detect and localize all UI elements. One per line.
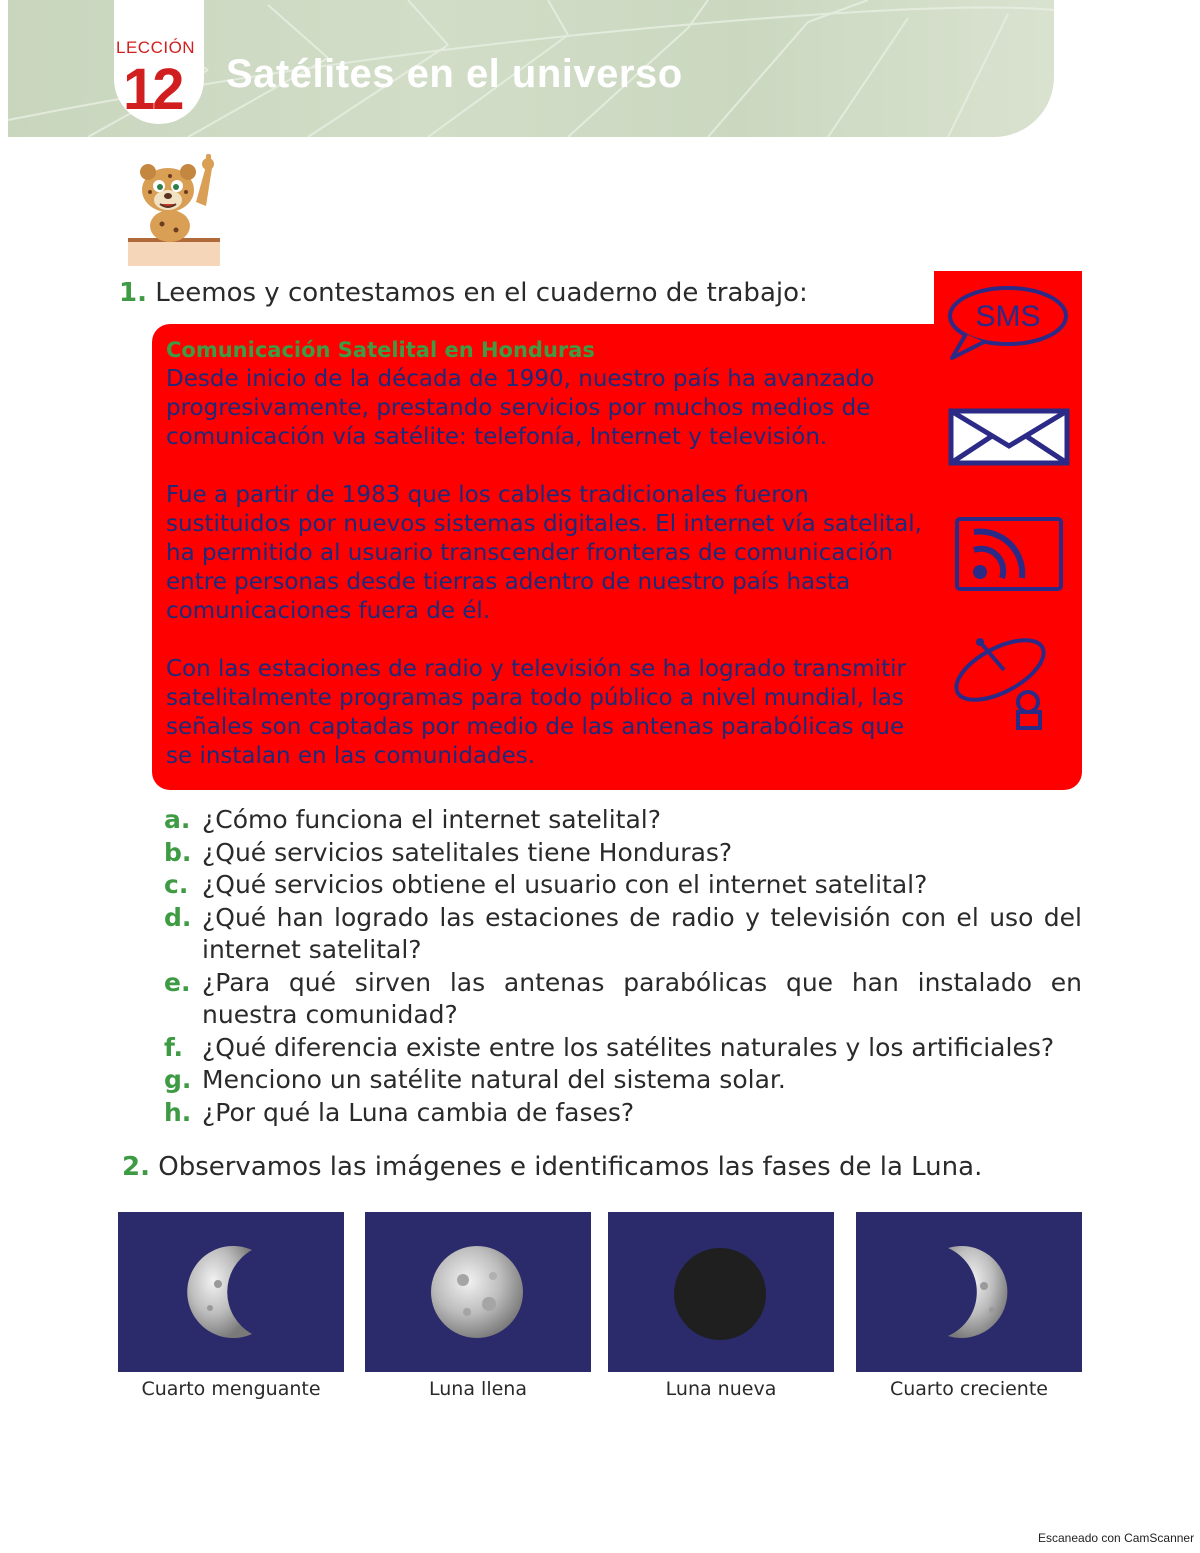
task-1-number: 1. xyxy=(119,278,147,308)
question-letter: g. xyxy=(164,1065,192,1094)
reading-title: Comunicación Satelital en Honduras xyxy=(166,338,595,362)
question-text: ¿Qué servicios satelitales tiene Honduras? xyxy=(202,837,733,867)
scanner-watermark: Escaneado con CamScanner xyxy=(1038,1531,1195,1545)
reading-paragraph: Con las estaciones de radio y televisión se ha logrado transmitir satelitalmente programas para todo público a nivel mundial, las señales son captadas por medio de las antenas parabólicas que se instalan en las comunidades. xyxy=(166,656,906,769)
moon-phase-caption: Luna llena xyxy=(429,1378,527,1400)
reading-content xyxy=(166,336,936,800)
waxing-moon-icon xyxy=(856,1212,1082,1372)
waning-moon-icon xyxy=(118,1212,344,1372)
task-1-instruction xyxy=(119,278,808,308)
satellite-dish-icon xyxy=(950,636,1054,732)
sms-bubble-icon xyxy=(944,284,1072,362)
task-2-instruction xyxy=(122,1152,982,1182)
jaguar-mascot-icon xyxy=(126,152,222,266)
question-text: ¿Qué diferencia existe entre los satélites naturales y los artificiales? xyxy=(202,1032,1055,1062)
envelope-icon xyxy=(948,408,1070,466)
reading-paragraph: Desde inicio de la década de 1990, nuestro país ha avanzado progresivamente, prestando servicios por muchos medios de comunicación vía satélite: telefonía, Internet y televisión. xyxy=(166,366,875,450)
question-list xyxy=(164,804,1082,1129)
task-2-number: 2. xyxy=(122,1152,150,1182)
question-item xyxy=(164,804,1082,837)
moon-phase-image-waning xyxy=(118,1212,344,1372)
rss-feed-icon xyxy=(954,516,1064,592)
question-item xyxy=(164,967,1082,1032)
moon-phase-caption: Luna nueva xyxy=(665,1378,777,1400)
question-text: Menciono un satélite natural del sistema solar. xyxy=(202,1065,786,1094)
question-letter: f. xyxy=(164,1032,184,1062)
reading-paragraph: Fue a partir de 1983 que los cables tradicionales fueron sustituidos por nuevos sistemas digitales. El internet vía satelital, ha permitido al usuario transcender fronteras de comunicación entre personas desde tierras adentro de nuestro país hasta comunicaciones fuera de él. xyxy=(166,482,922,624)
moon-phase-image-new xyxy=(608,1212,834,1372)
question-text: ¿Qué servicios obtiene el usuario con el internet satelital? xyxy=(202,870,928,899)
lesson-number: 12 xyxy=(123,57,182,122)
question-letter: c. xyxy=(164,870,189,899)
moon-phase-caption: Cuarto creciente xyxy=(889,1378,1048,1400)
new-moon-icon xyxy=(608,1212,834,1372)
question-letter: b. xyxy=(164,837,192,867)
moon-phase-image-full xyxy=(365,1212,591,1372)
moon-phase-caption: Cuarto menguante xyxy=(141,1378,321,1400)
question-item xyxy=(164,1097,1082,1130)
lesson-label: LECCIÓN xyxy=(116,38,196,57)
question-item xyxy=(164,837,1082,870)
full-moon-icon xyxy=(365,1212,591,1372)
question-text: ¿Qué han logrado las estaciones de radio y televisión con el uso del internet satelital? xyxy=(202,902,1082,964)
question-item xyxy=(164,902,1082,967)
page-title: Satélites en el universo xyxy=(226,52,683,96)
task-2-text: Observamos las imágenes e identificamos las fases de la Luna. xyxy=(158,1152,983,1182)
question-letter: d. xyxy=(164,902,192,932)
moon-phase-image-waxing xyxy=(856,1212,1082,1372)
question-letter: a. xyxy=(164,805,191,834)
question-item xyxy=(164,1064,1082,1097)
question-text: ¿Por qué la Luna cambia de fases? xyxy=(202,1097,635,1127)
question-text: ¿Para qué sirven las antenas parabólicas que han instalado en nuestra comunidad? xyxy=(202,967,1082,1029)
question-letter: e. xyxy=(164,967,191,997)
question-item xyxy=(164,869,1082,902)
sms-label: SMS xyxy=(975,300,1041,333)
task-1-text: Leemos y contestamos en el cuaderno de trabajo: xyxy=(155,278,808,308)
question-letter: h. xyxy=(164,1097,192,1127)
question-item xyxy=(164,1032,1082,1065)
question-text: ¿Cómo funciona el internet satelital? xyxy=(202,805,662,834)
